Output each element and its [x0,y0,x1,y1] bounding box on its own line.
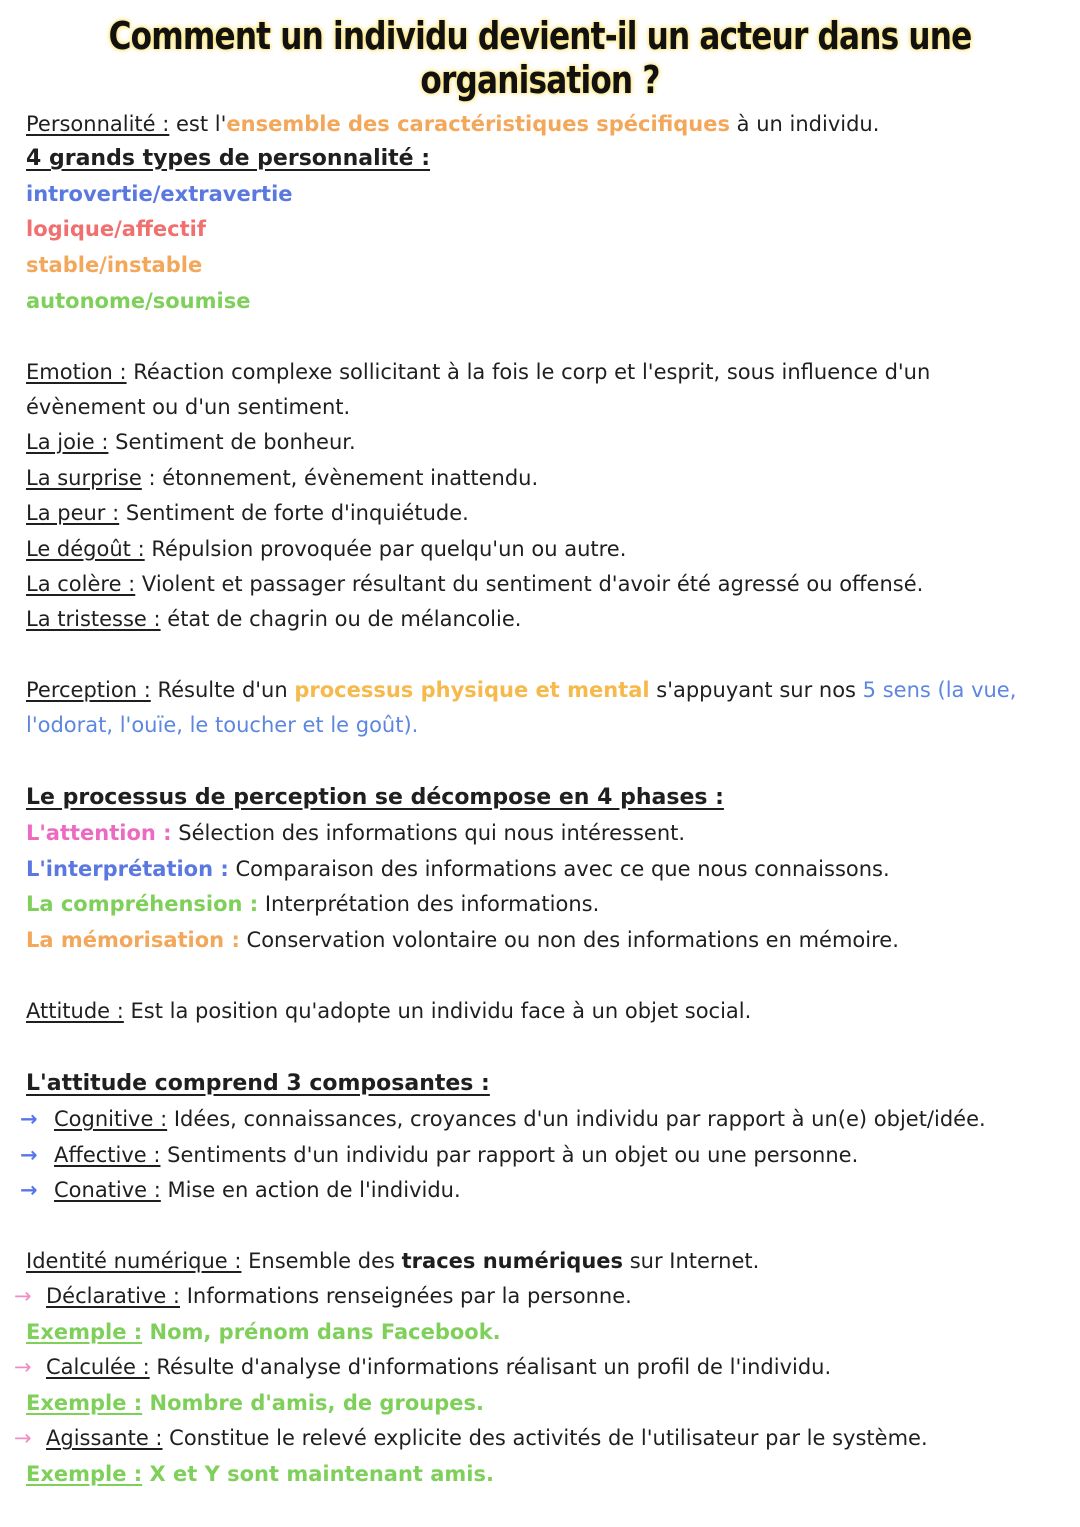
example: Exemple : X et Y sont maintenant amis. [26,1462,494,1486]
phase-item: La compréhension : Interprétation des informations. [26,892,600,916]
type-item: autonome/soumise [26,289,251,313]
identite-definition: Identité numérique : Ensemble des traces numériques sur Internet. [26,1249,760,1273]
emotion-item: La peur : Sentiment de forte d'inquiétude. [26,501,469,525]
perception-definition: Perception : Résulte d'un processus physique et mental s'appuyant sur nos 5 sens (la vue, [26,678,1017,702]
arrow-right-icon: → [14,1284,32,1308]
type-item: stable/instable [26,253,203,277]
emotion-item: La colère : Violent et passager résultant du sentiment d'avoir été agressé ou offensé. [26,572,924,596]
phase-item: L'attention : Sélection des informations qui nous intéressent. [26,821,686,845]
example: Exemple : Nom, prénom dans Facebook. [26,1320,501,1344]
example: Exemple : Nombre d'amis, de groupes. [26,1391,484,1415]
arrow-right-icon: → [14,1355,32,1379]
phase-item: L'interprétation : Comparaison des informations avec ce que nous connaissons. [26,857,890,881]
type-item: introvertie/extravertie [26,182,293,206]
personnalite-definition: Personnalité : est l'ensemble des caractéristiques spécifiques à un individu. [26,112,880,136]
page-title-line2: organisation ? [420,58,660,102]
arrow-right-icon: → [14,1426,32,1450]
page-title-line1: Comment un individu devient-il un acteur dans une [108,14,972,58]
arrow-right-icon: → [20,1107,38,1131]
highlight: processus physique et mental [294,678,650,702]
composante-item: Conative : Mise en action de l'individu. [54,1178,461,1202]
arrow-right-icon: → [20,1178,38,1202]
highlight: ensemble des caractéristiques spécifiques [226,112,730,136]
processus-heading: Le processus de perception se décompose en 4 phases : [26,785,724,810]
emotion-definition: Emotion : Réaction complexe sollicitant à la fois le corp et l'esprit, sous influence d'un [26,360,931,384]
types-heading: 4 grands types de personnalité : [26,146,431,171]
type-item: logique/affectif [26,217,206,241]
perception-senses: l'odorat, l'ouïe, le toucher et le goût). [26,713,419,737]
identite-item: Calculée : Résulte d'analyse d'informations réalisant un profil de l'individu. [46,1355,832,1379]
identite-item: Déclarative : Informations renseignées par la personne. [46,1284,632,1308]
identite-item: Agissante : Constitue le relevé explicite des activités de l'utilisateur par le système. [46,1426,928,1450]
attitude-definition: Attitude : Est la position qu'adopte un individu face à un objet social. [26,999,752,1023]
emotion-definition-cont: évènement ou d'un sentiment. [26,395,351,419]
emotion-item: La joie : Sentiment de bonheur. [26,430,356,454]
arrow-right-icon: → [20,1143,38,1167]
attitude-heading: L'attitude comprend 3 composantes : [26,1071,490,1096]
composante-item: Affective : Sentiments d'un individu par rapport à un objet ou une personne. [54,1143,859,1167]
composante-item: Cognitive : Idées, connaissances, croyances d'un individu par rapport à un(e) objet/idée. [54,1107,986,1131]
emotion-item: La tristesse : état de chagrin ou de mélancolie. [26,607,522,631]
phase-item: La mémorisation : Conservation volontaire ou non des informations en mémoire. [26,928,899,952]
emotion-item: La surprise : étonnement, évènement inattendu. [26,466,539,490]
term: Personnalité : [26,112,170,136]
emotion-item: Le dégoût : Répulsion provoquée par quelqu'un ou autre. [26,537,627,561]
